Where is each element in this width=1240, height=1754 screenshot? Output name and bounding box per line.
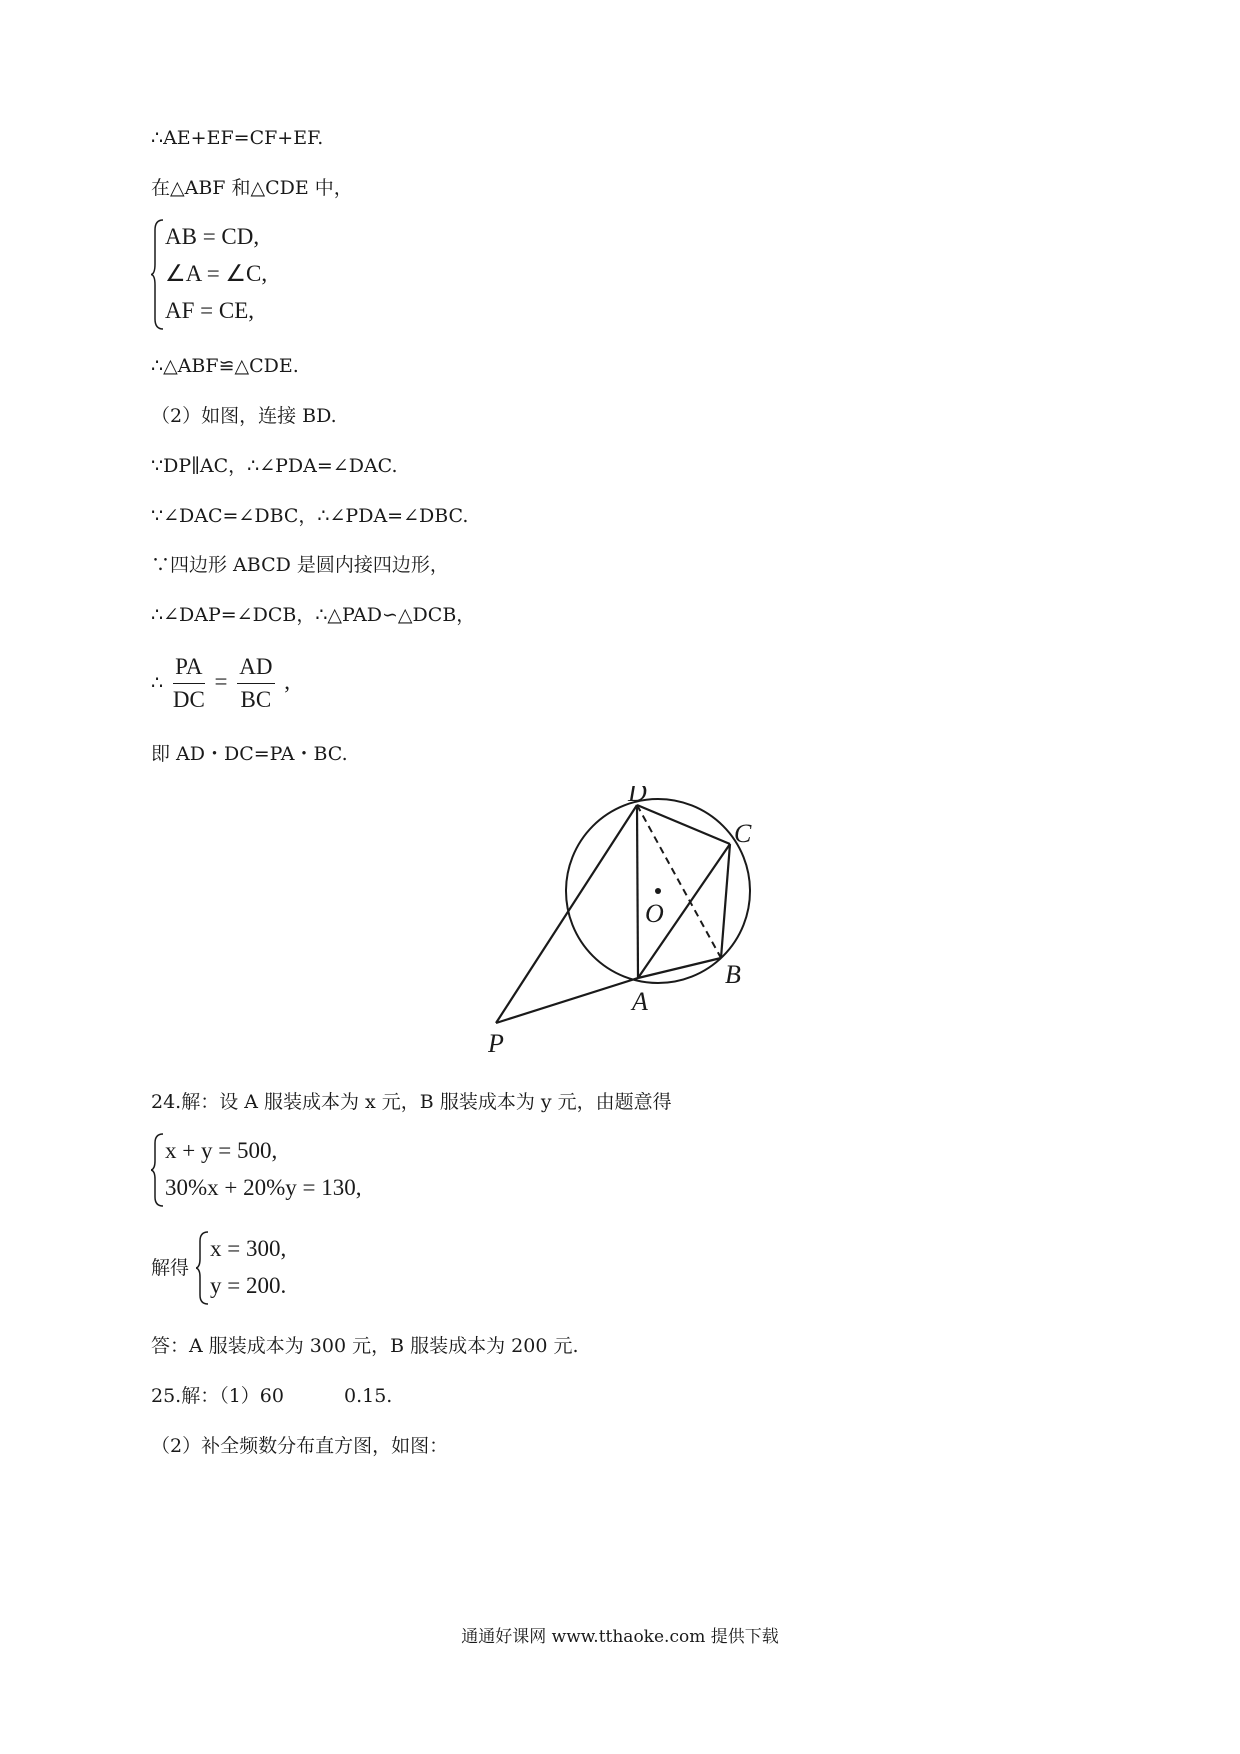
problem-25-part-2: （2）补全频数分布直方图，如图： bbox=[151, 1435, 449, 1457]
left-brace-icon bbox=[196, 1230, 210, 1306]
segment-pa bbox=[496, 978, 638, 1023]
system-equation: x + y = 500, bbox=[165, 1138, 278, 1163]
equation-system bbox=[151, 1132, 411, 1208]
system-equation: ∠A = ∠C, bbox=[165, 261, 268, 286]
fraction-denominator: DC bbox=[172, 687, 205, 712]
label-c: C bbox=[734, 819, 752, 848]
proof-line-product: 即 AD・DC=PA・BC. bbox=[151, 743, 348, 765]
proof-line-conclusion-sum: ∴AE+EF=CF+EF. bbox=[151, 127, 324, 149]
fraction-denominator: BC bbox=[240, 687, 272, 712]
proof-line-congruent: ∴△ABF≌△CDE. bbox=[151, 355, 299, 377]
fraction-numerator: PA bbox=[173, 654, 205, 684]
proof-line-angle-equal: ∵∠DAC=∠DBC，∴∠PDA=∠DBC. bbox=[151, 505, 469, 527]
comma: , bbox=[284, 668, 291, 694]
congruence-condition-system bbox=[151, 218, 351, 331]
center-point bbox=[655, 888, 661, 894]
system-equation: AF = CE, bbox=[165, 298, 255, 323]
proof-line-in-triangles: 在△ABF 和△CDE 中， bbox=[151, 177, 353, 199]
segment-da bbox=[637, 805, 638, 978]
segment-dc bbox=[637, 805, 730, 844]
segment-cb bbox=[721, 844, 730, 958]
problem-25-part-1 bbox=[151, 1384, 392, 1408]
solution-system bbox=[196, 1230, 396, 1306]
system-equation: 30%x + 20%y = 130, bbox=[165, 1175, 362, 1200]
left-brace-icon bbox=[151, 218, 165, 331]
proof-line-similar: ∴∠DAP=∠DCB，∴△PAD∽△DCB， bbox=[151, 604, 476, 626]
geometry-diagram bbox=[488, 786, 768, 1066]
system-equation: AB = CD, bbox=[165, 224, 260, 249]
solution-prefix: 解得 bbox=[151, 1257, 190, 1279]
problem-24-setup: 24.解：设 A 服装成本为 x 元，B 服装成本为 y 元，由题意得 bbox=[151, 1091, 672, 1113]
problem-24-answer: 答：A 服装成本为 300 元，B 服装成本为 200 元. bbox=[151, 1335, 579, 1357]
answer-value: 25.解：（1）60 bbox=[151, 1385, 284, 1407]
label-p: P bbox=[488, 1029, 504, 1058]
circle-geometry-figure bbox=[488, 786, 768, 1070]
solution-equation: y = 200. bbox=[210, 1273, 287, 1298]
fraction-pa-dc bbox=[173, 654, 205, 713]
label-b: B bbox=[725, 960, 741, 989]
ratio-equation bbox=[151, 654, 290, 713]
segment-db-dashed bbox=[637, 805, 721, 958]
proof-line-parallel: ∵DP∥AC，∴∠PDA=∠DAC. bbox=[151, 455, 398, 477]
label-a: A bbox=[632, 987, 648, 1016]
fraction-ad-bc bbox=[237, 654, 274, 713]
answer-value: 0.15. bbox=[343, 1385, 393, 1407]
label-d: D bbox=[628, 786, 647, 807]
therefore-symbol: ∴ bbox=[151, 671, 164, 694]
proof-line-cyclic-quad: ∵四边形 ABCD 是圆内接四边形， bbox=[151, 554, 449, 576]
part-2-heading: （2）如图，连接 BD. bbox=[151, 405, 337, 427]
equals-sign: = bbox=[214, 668, 228, 694]
fraction-numerator: AD bbox=[237, 654, 274, 684]
label-o: O bbox=[645, 899, 664, 928]
page-footer: 通通好课网 www.tthaoke.com 提供下载 bbox=[461, 1627, 779, 1647]
solution-equation: x = 300, bbox=[210, 1236, 287, 1261]
segment-dp bbox=[496, 805, 637, 1023]
left-brace-icon bbox=[151, 1132, 165, 1208]
